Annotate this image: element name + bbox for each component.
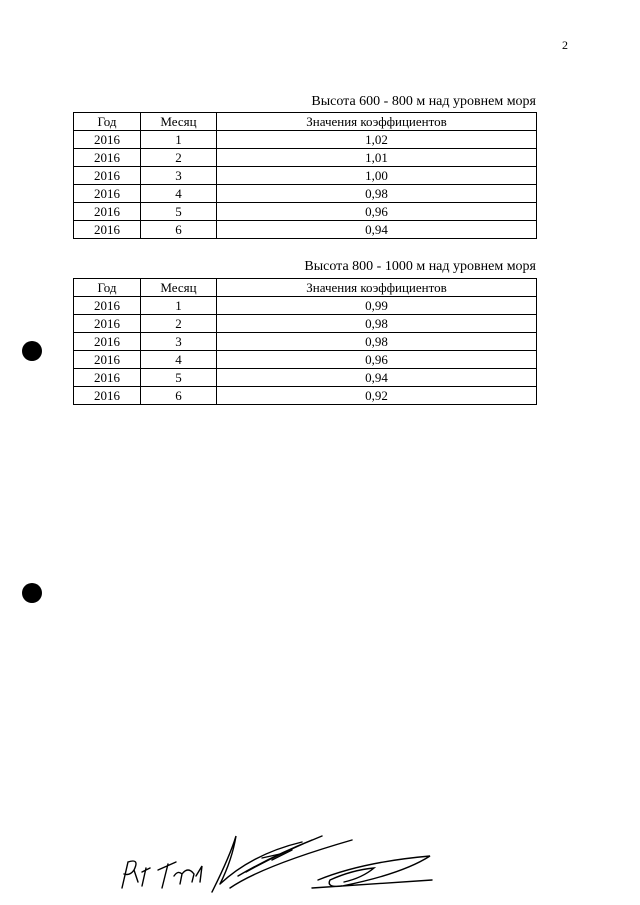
cell-month: 1 xyxy=(141,297,217,315)
column-header-year: Год xyxy=(74,279,141,297)
table-caption-800-1000: Высота 800 - 1000 м над уровнем моря xyxy=(304,259,536,274)
column-header-month: Месяц xyxy=(141,113,217,131)
table-row xyxy=(74,149,537,167)
cell-coefficient: 0,98 xyxy=(217,333,537,351)
column-header-month: Месяц xyxy=(141,279,217,297)
cell-coefficient: 0,96 xyxy=(217,203,537,221)
cell-year: 2016 xyxy=(74,369,141,387)
cell-month: 5 xyxy=(141,369,217,387)
cell-year: 2016 xyxy=(74,351,141,369)
table-row xyxy=(74,351,537,369)
cell-coefficient: 0,94 xyxy=(217,221,537,239)
table-row xyxy=(74,297,537,315)
punch-hole-bottom xyxy=(22,583,42,603)
table-row xyxy=(74,221,537,239)
cell-coefficient: 0,92 xyxy=(217,387,537,405)
table-caption-600-800: Высота 600 - 800 м над уровнем моря xyxy=(311,94,536,109)
cell-year: 2016 xyxy=(74,221,141,239)
column-header-coefficient: Значения коэффициентов xyxy=(217,279,537,297)
cell-month: 3 xyxy=(141,167,217,185)
cell-coefficient: 0,94 xyxy=(217,369,537,387)
cell-coefficient: 1,00 xyxy=(217,167,537,185)
cell-month: 2 xyxy=(141,315,217,333)
cell-year: 2016 xyxy=(74,387,141,405)
table-row xyxy=(74,167,537,185)
signature-scribble xyxy=(112,826,442,896)
cell-year: 2016 xyxy=(74,149,141,167)
cell-month: 1 xyxy=(141,131,217,149)
cell-month: 6 xyxy=(141,387,217,405)
cell-coefficient: 0,99 xyxy=(217,297,537,315)
coefficients-table-600-800 xyxy=(73,112,537,239)
table-row xyxy=(74,333,537,351)
cell-month: 4 xyxy=(141,185,217,203)
cell-coefficient: 0,98 xyxy=(217,315,537,333)
cell-year: 2016 xyxy=(74,315,141,333)
cell-year: 2016 xyxy=(74,203,141,221)
table-header-row xyxy=(74,113,537,131)
table-row xyxy=(74,387,537,405)
cell-coefficient: 0,98 xyxy=(217,185,537,203)
coefficients-table-800-1000 xyxy=(73,278,537,405)
table-row xyxy=(74,315,537,333)
cell-year: 2016 xyxy=(74,297,141,315)
table-header-row xyxy=(74,279,537,297)
table-row xyxy=(74,131,537,149)
cell-month: 4 xyxy=(141,351,217,369)
table-row xyxy=(74,203,537,221)
cell-year: 2016 xyxy=(74,167,141,185)
table-row xyxy=(74,369,537,387)
cell-coefficient: 1,01 xyxy=(217,149,537,167)
cell-month: 5 xyxy=(141,203,217,221)
page-number: 2 xyxy=(562,38,568,52)
cell-coefficient: 0,96 xyxy=(217,351,537,369)
column-header-year: Год xyxy=(74,113,141,131)
table-row xyxy=(74,185,537,203)
cell-year: 2016 xyxy=(74,131,141,149)
cell-coefficient: 1,02 xyxy=(217,131,537,149)
cell-year: 2016 xyxy=(74,185,141,203)
cell-month: 3 xyxy=(141,333,217,351)
punch-hole-top xyxy=(22,341,42,361)
cell-month: 2 xyxy=(141,149,217,167)
cell-year: 2016 xyxy=(74,333,141,351)
column-header-coefficient: Значения коэффициентов xyxy=(217,113,537,131)
cell-month: 6 xyxy=(141,221,217,239)
